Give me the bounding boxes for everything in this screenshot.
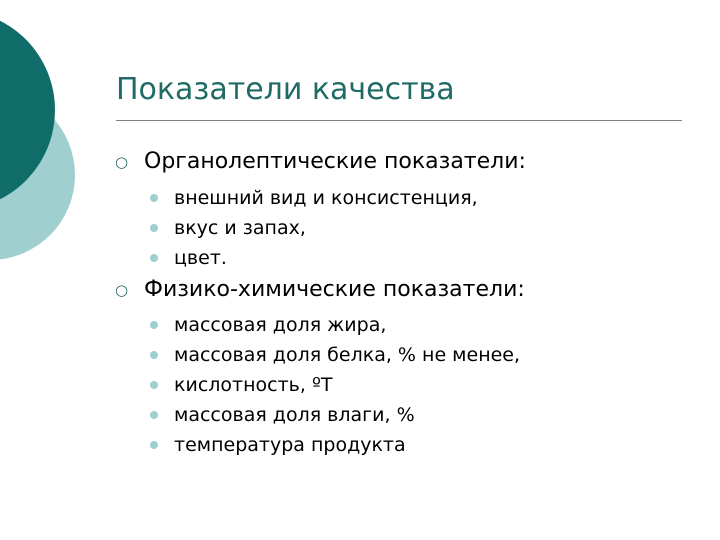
list-item [150, 213, 478, 243]
list-item-text: внешний вид и консистенция, [174, 187, 478, 209]
section-heading-organoleptic: Органолептические показатели: [144, 149, 526, 174]
list-item-text: цвет. [174, 247, 227, 269]
dot-bullet-icon [150, 381, 158, 389]
dot-bullet-icon [150, 194, 158, 202]
dot-bullet-icon [150, 321, 158, 329]
list-item-text: массовая доля белка, % не менее, [174, 344, 521, 366]
list-item-text: кислотность, ºТ [174, 374, 333, 396]
list-item [150, 430, 520, 460]
list-item-text: массовая доля жира, [174, 314, 387, 336]
list-item-text: массовая доля влаги, % [174, 404, 415, 426]
dot-bullet-icon [150, 351, 158, 359]
slide-title: Показатели качества [116, 72, 455, 107]
physicochemical-list [150, 310, 520, 460]
list-item-text: вкус и запах, [174, 217, 306, 239]
list-item [150, 183, 478, 213]
title-divider [116, 120, 682, 121]
list-item [150, 340, 520, 370]
dot-bullet-icon [150, 411, 158, 419]
list-item [150, 243, 478, 273]
hollow-circle-bullet-icon: ○ [115, 153, 129, 171]
dot-bullet-icon [150, 441, 158, 449]
decorative-circles [0, 0, 90, 300]
list-item [150, 310, 520, 340]
dot-bullet-icon [150, 224, 158, 232]
dot-bullet-icon [150, 254, 158, 262]
hollow-circle-bullet-icon: ○ [115, 281, 129, 299]
list-item-text: температура продукта [174, 434, 406, 456]
organoleptic-list [150, 183, 478, 273]
section-heading-physicochemical: Физико-химические показатели: [144, 277, 525, 302]
list-item [150, 400, 520, 430]
list-item [150, 370, 520, 400]
